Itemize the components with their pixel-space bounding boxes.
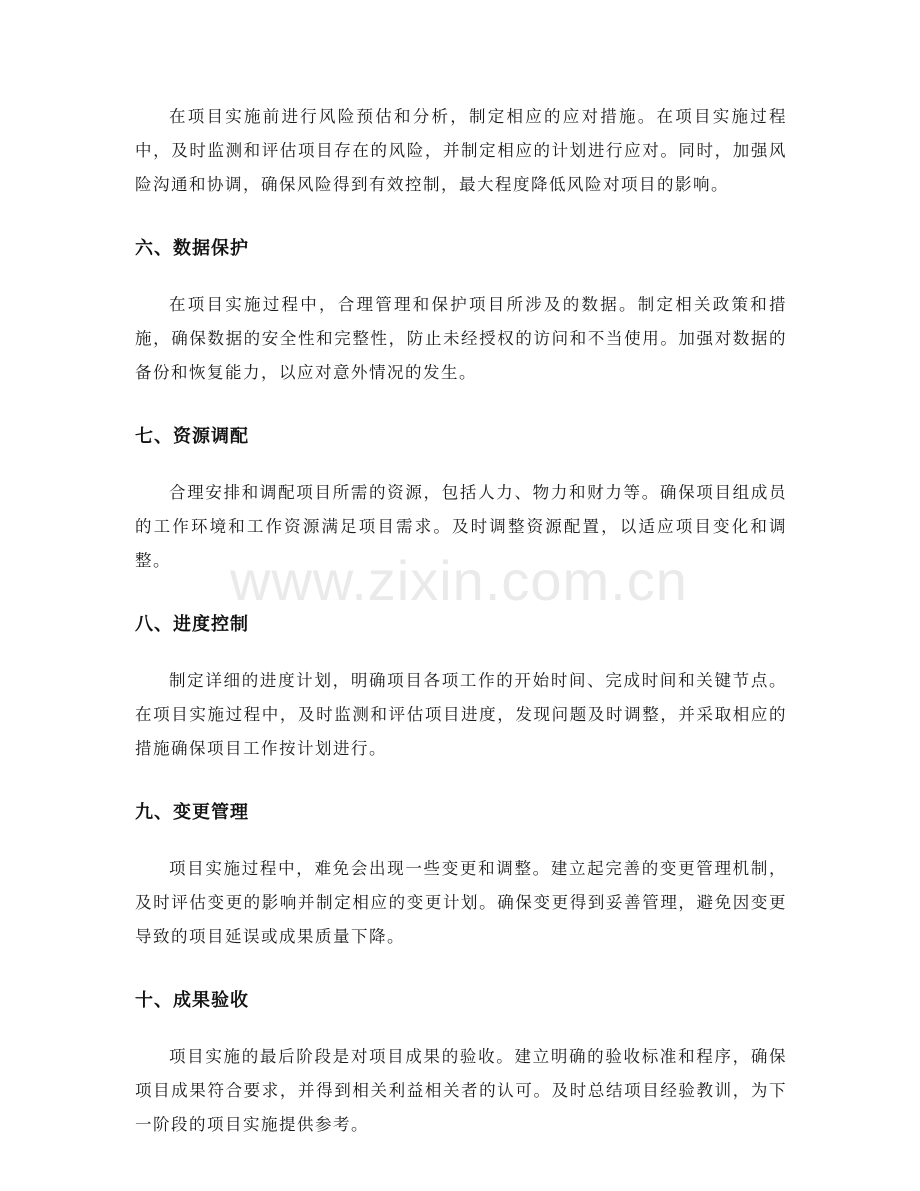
heading-resource-allocation: 七、资源调配 [135, 426, 249, 447]
paragraph-risk-management: 在项目实施前进行风险预估和分析，制定相应的应对措施。在项目实施过程中，及时监测和评估项目存在的风险，并制定相应的计划进行应对。同时，加强风险沟通和协调，确保风险得到有效控制，最大程度降低风险对项目的影响。 [135, 107, 787, 194]
heading-acceptance: 十、成果验收 [135, 990, 249, 1011]
watermark: www.zixin.com.cn [230, 549, 688, 612]
paragraph-change-management: 项目实施过程中，难免会出现一些变更和调整。建立起完善的变更管理机制，及时评估变更的影响并制定相应的变更计划。确保变更得到妥善管理，避免因变更导致的项目延误或成果质量下降。 [135, 859, 787, 946]
paragraph-schedule-control: 制定详细的进度计划，明确项目各项工作的开始时间、完成时间和关键节点。在项目实施过程中，及时监测和评估项目进度，发现问题及时调整，并采取相应的措施确保项目工作按计划进行。 [135, 671, 787, 758]
heading-schedule-control: 八、进度控制 [135, 614, 249, 635]
heading-change-management: 九、变更管理 [135, 802, 249, 823]
paragraph-acceptance: 项目实施的最后阶段是对项目成果的验收。建立明确的验收标准和程序，确保项目成果符合要求，并得到相关利益相关者的认可。及时总结项目经验教训，为下一阶段的项目实施提供参考。 [135, 1047, 787, 1134]
paragraph-data-protection: 在项目实施过程中，合理管理和保护项目所涉及的数据。制定相关政策和措施，确保数据的安全性和完整性，防止未经授权的访问和不当使用。加强对数据的备份和恢复能力，以应对意外情况的发生。 [135, 295, 787, 382]
paragraph-resource-allocation: 合理安排和调配项目所需的资源，包括人力、物力和财力等。确保项目组成员的工作环境和工作资源满足项目需求。及时调整资源配置，以适应项目变化和调整。 [135, 483, 787, 570]
heading-data-protection: 六、数据保护 [135, 238, 249, 259]
document-body [135, 100, 787, 1142]
